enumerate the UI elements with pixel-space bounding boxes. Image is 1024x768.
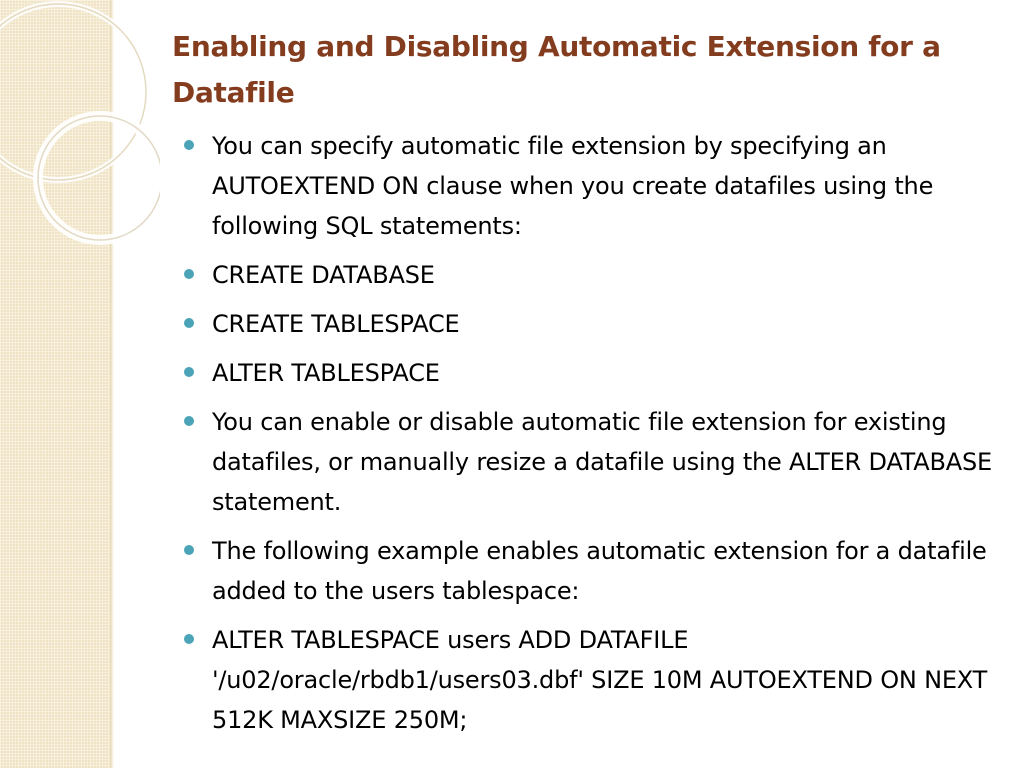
- bullet-text: The following example enables automatic extension for a datafile added to the users tablespace:: [212, 537, 987, 605]
- bullet-list: [184, 126, 994, 749]
- bullet-text: You can enable or disable automatic file extension for existing datafiles, or manually resize a datafile using the ALTER DATABASE statement.: [212, 408, 992, 516]
- bullet-text: You can specify automatic file extension by specifying an AUTOEXTEND ON clause when you create datafiles using the following SQL statements:: [212, 132, 934, 240]
- bullet-item: [184, 620, 994, 740]
- bullet-dot-icon: [184, 416, 194, 426]
- bullet-dot-icon: [184, 140, 194, 150]
- bullet-item: [184, 353, 994, 393]
- bullet-text: CREATE TABLESPACE: [212, 310, 460, 338]
- bullet-dot-icon: [184, 545, 194, 555]
- decorative-circles-graphic: [0, 0, 160, 260]
- bullet-text: CREATE DATABASE: [212, 261, 435, 289]
- bullet-text: ALTER TABLESPACE users ADD DATAFILE '/u02/oracle/rbdb1/users03.dbf' SIZE 10M AUTOEXTEND ON NEXT 512K MAXSIZE 250M;: [212, 626, 988, 734]
- bullet-item: [184, 255, 994, 295]
- bullet-dot-icon: [184, 367, 194, 377]
- slide-title: Enabling and Disabling Automatic Extension for a Datafile: [172, 30, 941, 109]
- bullet-item: [184, 304, 994, 344]
- bullet-dot-icon: [184, 269, 194, 279]
- bullet-item: [184, 531, 994, 611]
- bullet-item: [184, 402, 994, 522]
- bullet-item: [184, 126, 994, 246]
- bullet-dot-icon: [184, 318, 194, 328]
- bullet-dot-icon: [184, 634, 194, 644]
- bullet-text: ALTER TABLESPACE: [212, 359, 440, 387]
